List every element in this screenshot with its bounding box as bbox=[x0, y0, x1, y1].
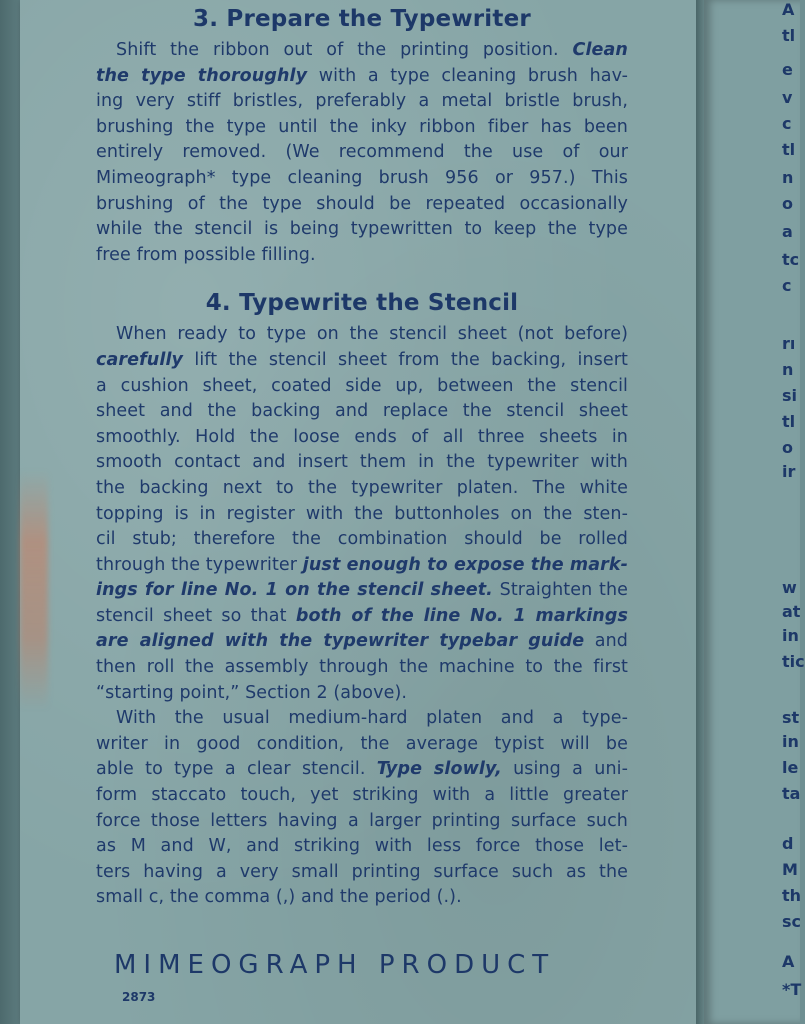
facing-page-fragment: at bbox=[782, 602, 801, 621]
facing-page-fragment: *T bbox=[782, 980, 802, 999]
facing-page-fragment: ir bbox=[782, 462, 796, 481]
facing-page-fragment: A bbox=[782, 952, 795, 971]
text-line bbox=[96, 348, 628, 374]
section-3-body bbox=[96, 38, 628, 268]
emphasis-text: are aligned with the typewriter typebar guide bbox=[96, 631, 585, 652]
section-3-title: 3. Prepare the Typewriter bbox=[193, 6, 531, 32]
text-line bbox=[96, 425, 628, 451]
emphasis-text: ings for line No. 1 on the stencil sheet. bbox=[96, 580, 493, 601]
text-line bbox=[96, 217, 628, 243]
text-line bbox=[96, 655, 628, 681]
text-segment: the backing next to the typewriter platen. The white bbox=[96, 477, 628, 498]
facing-page-fragment: rı bbox=[782, 334, 796, 353]
facing-page-fragment: a bbox=[782, 222, 793, 241]
text-segment: With the usual medium-hard platen and a type- bbox=[116, 708, 628, 729]
facing-page-fragment: in bbox=[782, 732, 799, 751]
text-line bbox=[96, 476, 628, 502]
text-segment: cil stub; therefore the combination should be rolled bbox=[96, 529, 628, 550]
text-line bbox=[96, 860, 628, 886]
text-segment: entirely removed. (We recommend the use of our bbox=[96, 142, 628, 163]
text-line bbox=[96, 783, 628, 809]
emphasis-text: Clean bbox=[572, 40, 628, 60]
text-line bbox=[96, 553, 628, 579]
text-line bbox=[96, 166, 628, 192]
text-line bbox=[96, 527, 628, 553]
text-line bbox=[96, 681, 628, 707]
facing-page-fragment: A bbox=[782, 0, 795, 19]
facing-page-fragment: c bbox=[782, 114, 792, 133]
instructions-text bbox=[96, 4, 628, 911]
emphasis-text: carefully bbox=[96, 349, 184, 370]
text-line bbox=[96, 192, 628, 218]
text-segment: a cushion sheet, coated side up, between the stencil bbox=[96, 375, 628, 396]
facing-page-fragment: th bbox=[782, 886, 802, 905]
text-line bbox=[96, 140, 628, 166]
text-segment: smoothly. Hold the loose ends of all three sheets in bbox=[96, 426, 628, 447]
text-segment: while the stencil is being typewritten to keep the type bbox=[96, 219, 628, 240]
form-code: 2873 bbox=[122, 990, 156, 1004]
text-segment: form staccato touch, yet striking with a little greater bbox=[96, 785, 628, 806]
facing-page-fragment: st bbox=[782, 708, 800, 727]
facing-page-fragment: tic bbox=[782, 652, 805, 671]
text-segment: Shift the ribbon out of the printing position. bbox=[116, 40, 573, 60]
text-line bbox=[96, 399, 628, 425]
text-segment: stencil sheet so that bbox=[96, 605, 296, 626]
text-segment: brushing of the type should be repeated occasionally bbox=[96, 193, 628, 214]
facing-page-fragment: e bbox=[782, 60, 793, 79]
emphasis-text: both of the line No. 1 markings bbox=[295, 605, 629, 626]
text-segment: ing very stiff bristles, preferably a metal bristle brush, bbox=[96, 91, 628, 112]
text-line bbox=[96, 450, 628, 476]
facing-page-fragment: n bbox=[782, 168, 794, 187]
emphasis-text: Type slowly, bbox=[376, 759, 502, 780]
text-segment: lift the stencil sheet from the backing, insert bbox=[183, 349, 628, 370]
text-segment: using a uni- bbox=[501, 759, 629, 780]
text-segment: and bbox=[584, 631, 629, 652]
text-segment: sheet and the backing and replace the stencil sheet bbox=[96, 401, 628, 422]
text-segment: able to type a clear stencil. bbox=[96, 759, 377, 780]
text-line bbox=[96, 374, 628, 400]
text-segment: “starting point,” Section 2 (above). bbox=[96, 682, 408, 703]
emphasis-text: the type thoroughly bbox=[96, 65, 308, 86]
facing-page-fragment: tc bbox=[782, 250, 800, 269]
text-segment: Mimeograph* type cleaning brush 956 or 957.) This bbox=[96, 167, 628, 188]
facing-page-fragment: o bbox=[782, 438, 793, 457]
facing-page-fragment: sc bbox=[782, 912, 802, 931]
section-4-paragraph-2 bbox=[96, 706, 628, 911]
text-line bbox=[96, 885, 628, 911]
section-4-paragraph-1 bbox=[96, 322, 628, 706]
facing-page-fragment: ta bbox=[782, 784, 801, 803]
text-segment: topping is in register with the buttonholes on the sten- bbox=[96, 503, 628, 524]
text-segment: free from possible filling. bbox=[96, 244, 316, 265]
text-segment: smooth contact and insert them in the typewriter with bbox=[96, 452, 628, 473]
paper-stain bbox=[20, 470, 48, 710]
text-line bbox=[96, 64, 628, 90]
text-line bbox=[96, 757, 628, 783]
text-line bbox=[96, 629, 628, 655]
facing-page-fragment: o bbox=[782, 194, 793, 213]
facing-page-fragment: tl bbox=[782, 26, 796, 45]
text-line bbox=[96, 502, 628, 528]
text-segment: then roll the assembly through the machine to the first bbox=[96, 657, 628, 678]
facing-page-fragment: le bbox=[782, 758, 799, 777]
facing-page-fragment: tl bbox=[782, 412, 796, 431]
facing-page-fragment: in bbox=[782, 626, 799, 645]
text-segment: writer in good condition, the average typist will be bbox=[96, 733, 628, 754]
text-line bbox=[96, 604, 628, 630]
text-line bbox=[96, 243, 628, 269]
text-segment: force those letters having a larger printing surface such bbox=[96, 810, 628, 831]
facing-page-fragment: w bbox=[782, 578, 797, 597]
text-line bbox=[96, 322, 628, 348]
text-line bbox=[96, 834, 628, 860]
text-segment: ters having a very small printing surface such as the bbox=[96, 861, 628, 882]
text-line bbox=[96, 732, 628, 758]
facing-page-fragment: c bbox=[782, 276, 792, 295]
text-segment: brushing the type until the inky ribbon fiber has been bbox=[96, 116, 628, 137]
text-segment: as M and W, and striking with less force those let- bbox=[96, 836, 628, 857]
text-segment: with a type cleaning brush hav- bbox=[307, 65, 628, 86]
text-line bbox=[96, 578, 628, 604]
text-line bbox=[96, 89, 628, 115]
facing-page-fragment: d bbox=[782, 834, 794, 853]
facing-page-fragment: M bbox=[782, 860, 798, 879]
text-segment: When ready to type on the stencil sheet (not before) bbox=[116, 324, 628, 345]
product-footer: MIMEOGRAPH PRODUCT bbox=[114, 950, 556, 980]
section-4-title: 4. Typewrite the Stencil bbox=[205, 290, 519, 317]
text-line bbox=[96, 706, 628, 732]
text-line bbox=[96, 38, 628, 64]
text-segment: small c, the comma (,) and the period (.). bbox=[96, 887, 462, 908]
facing-page-fragment: n bbox=[782, 360, 794, 379]
text-segment: through the typewriter bbox=[96, 554, 303, 575]
text-segment: Straighten the bbox=[492, 580, 628, 601]
facing-page-fragment: si bbox=[782, 386, 798, 405]
text-line bbox=[96, 115, 628, 141]
facing-page-fragment: v bbox=[782, 88, 793, 107]
text-line bbox=[96, 809, 628, 835]
facing-page-fragment: tl bbox=[782, 140, 796, 159]
emphasis-text: just enough to expose the mark- bbox=[302, 554, 629, 575]
